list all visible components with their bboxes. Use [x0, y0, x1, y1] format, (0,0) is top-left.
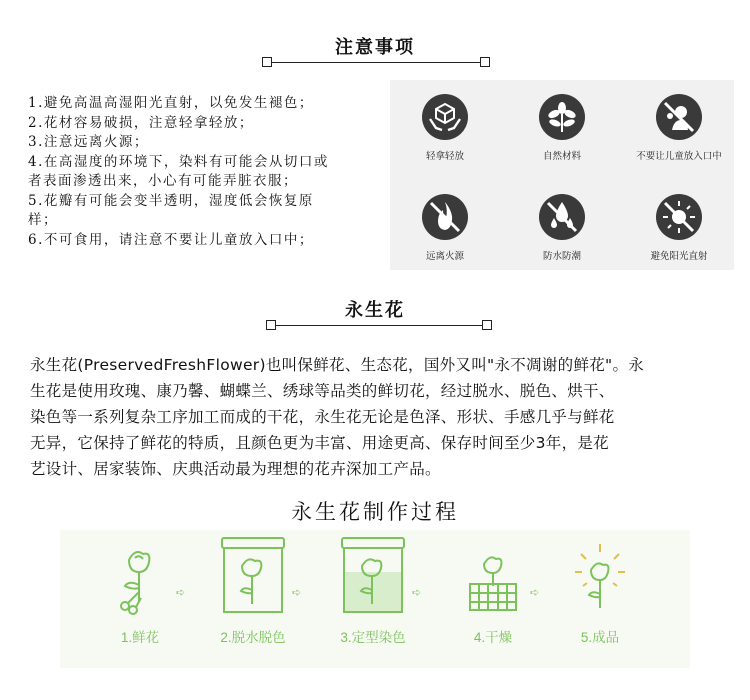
notice-title-rule: [262, 57, 490, 69]
care-icon-panel: [390, 80, 734, 270]
process-step: [95, 530, 185, 624]
notice-line: 2.花材容易破损，注意轻拿轻放；: [28, 114, 254, 131]
rose-shine-icon: [555, 530, 645, 620]
notice-line: 样；: [28, 212, 58, 228]
rose-scissors-icon: [95, 530, 185, 620]
no-sun-icon: [654, 192, 704, 242]
care-label: 防水防潮: [542, 251, 581, 262]
care-item: [390, 192, 500, 262]
notice-line: 5.花瓣有可能会变半透明，湿度低会恢复原: [28, 192, 314, 209]
care-label: 避免阳光直射: [650, 251, 708, 262]
arrow-right-icon: ➪: [176, 586, 186, 599]
description-line: 无异，它保持了鲜花的特质，且颜色更为丰富、用途更高、保存时间至少3年，是花: [30, 434, 609, 452]
flower-title: 永生花: [345, 300, 405, 321]
care-item: [507, 192, 617, 262]
care-item: [624, 92, 734, 162]
description-line: 染色等一系列复杂工序加工而成的干花，永生花无论是色泽、形状、手感几乎与鲜花: [30, 408, 615, 426]
care-label: 不要让儿童放入口中: [636, 151, 722, 162]
process-step: [555, 530, 645, 624]
care-item: [390, 92, 500, 162]
no-fire-icon: [420, 192, 470, 242]
description-line: 艺设计、居家装饰、庆典活动最为理想的花卉深加工产品。: [30, 460, 441, 478]
hands-box-icon: [420, 92, 470, 142]
rose-dry-icon: [448, 530, 538, 620]
description-line: 生花是使用玫瑰、康乃馨、蝴蝶兰、绣球等品类的鲜切花，经过脱水、脱色、烘干、: [30, 382, 615, 400]
plant-icon: [537, 92, 587, 142]
notice-line: 3.注意远离火源；: [28, 134, 149, 150]
notice-title: 注意事项: [335, 37, 415, 58]
rose-jar-icon: [208, 530, 298, 620]
notice-line: 4.在高湿度的环境下，染料有可能会从切口或: [28, 153, 329, 170]
notice-line: 1.避免高温高湿阳光直射，以免发生褪色；: [28, 95, 314, 111]
flower-description: [30, 352, 730, 482]
arrow-right-icon: ➪: [412, 586, 422, 599]
process-step: [448, 530, 538, 624]
process-step: [328, 530, 418, 624]
arrow-right-icon: ➪: [292, 586, 302, 599]
care-label: 轻拿轻放: [425, 151, 464, 162]
notice-list: [28, 94, 383, 250]
process-title: 永生花制作过程: [291, 500, 459, 524]
process-step-label: 1.鲜花: [120, 630, 160, 645]
process-step-label: 2.脱水脱色: [220, 630, 286, 645]
no-water-icon: [537, 192, 587, 242]
process-step-label: 5.成品: [580, 630, 620, 645]
care-item: [507, 92, 617, 162]
process-strip: [60, 530, 690, 668]
process-step-label: 3.定型染色: [340, 630, 406, 645]
process-step: [208, 530, 298, 624]
notice-line: 者表面渗透出来，小心有可能弄脏衣服；: [28, 173, 298, 189]
care-label: 自然材料: [542, 151, 581, 162]
process-step-label: 4.干燥: [473, 630, 513, 645]
notice-line: 6.不可食用，请注意不要让儿童放入口中；: [28, 231, 314, 248]
care-item: [624, 192, 734, 262]
arrow-right-icon: ➪: [530, 586, 540, 599]
rose-jar-dye-icon: [328, 530, 418, 620]
flower-title-rule: [266, 320, 492, 332]
description-line: 永生花(PreservedFreshFlower)也叫保鲜花、生态花，国外又叫"永不凋谢的鲜花"。永: [30, 356, 645, 374]
no-child-mouth-icon: [654, 92, 704, 142]
care-label: 远离火源: [425, 251, 464, 262]
